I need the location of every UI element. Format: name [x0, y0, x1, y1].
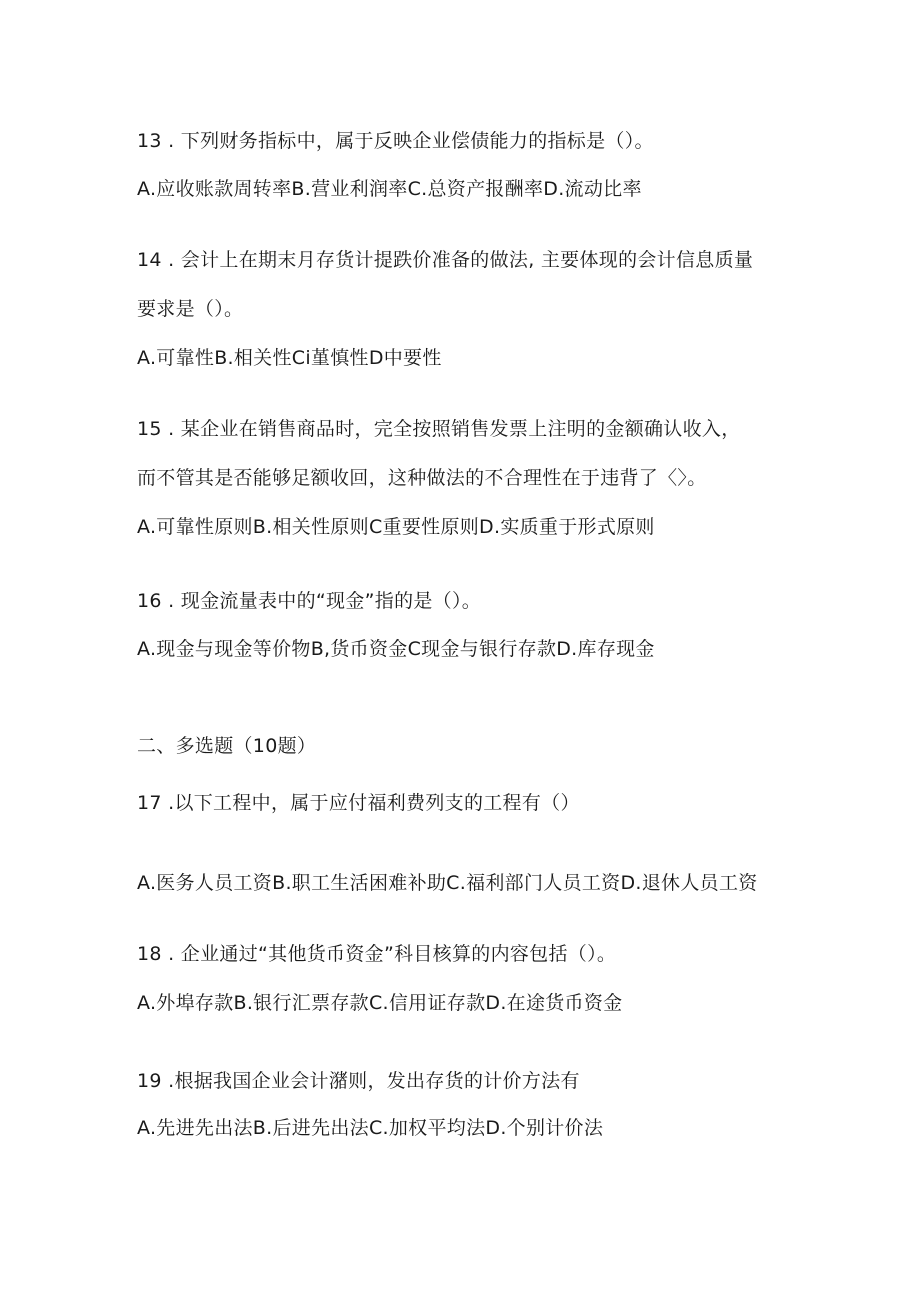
question-15-options: A.可靠性原则B.相关性原则C重要性原则D.实质重于形式原则: [137, 516, 655, 538]
question-14-options: A.可靠性B.相关性Ci堇慎性D中要性: [137, 347, 442, 369]
question-18-stem: 18 . 企业通过“其他货币资金”科目核算的内容包括（）。: [137, 943, 617, 965]
question-14-stem-line1: 14 . 会计上在期末月存货计提跌价准备的做法, 主要体现的会计信息质量: [137, 249, 754, 271]
question-19-options: A.先进先出法B.后进先出法C.加权平均法D.个别计价法: [137, 1117, 604, 1139]
question-15-stem-line2: 而不管其是否能够足额收回，这种做法的不合理性在于违背了〈〉。: [137, 467, 707, 489]
question-13-options: A.应收账款周转率B.营业利润率C.总资产报酬率D.流动比率: [137, 178, 642, 200]
question-18-options: A.外埠存款B.银行汇票存款C.信用证存款D.在途货币资金: [137, 992, 623, 1014]
question-17-options: A.医务人员工资B.职工生活困难补助C.福利部门人员工资D.退休人员工资: [137, 872, 758, 894]
question-13-stem: 13 . 下列财务指标中，属于反映企业偿债能力的指标是（）。: [137, 130, 654, 152]
question-17-stem: 17 .以下工程中，属于应付福利费列支的工程有（）: [137, 792, 580, 814]
question-15-stem-line1: 15 . 某企业在销售商品时，完全按照销售发票上注明的金额确认收入，: [137, 418, 741, 440]
question-16-options: A.现金与现金等价物B,货币资金C现金与银行存款D.库存现金: [137, 638, 655, 660]
question-14-stem-line2: 要求是（）。: [137, 298, 244, 320]
question-16-stem: 16 . 现金流量表中的“现金”指的是（）。: [137, 590, 482, 612]
section-heading-multiple-choice: 二、多选题（10题）: [137, 735, 317, 757]
question-19-stem: 19 .根据我国企业会计潴则，发出存货的计价方法有: [137, 1070, 580, 1092]
